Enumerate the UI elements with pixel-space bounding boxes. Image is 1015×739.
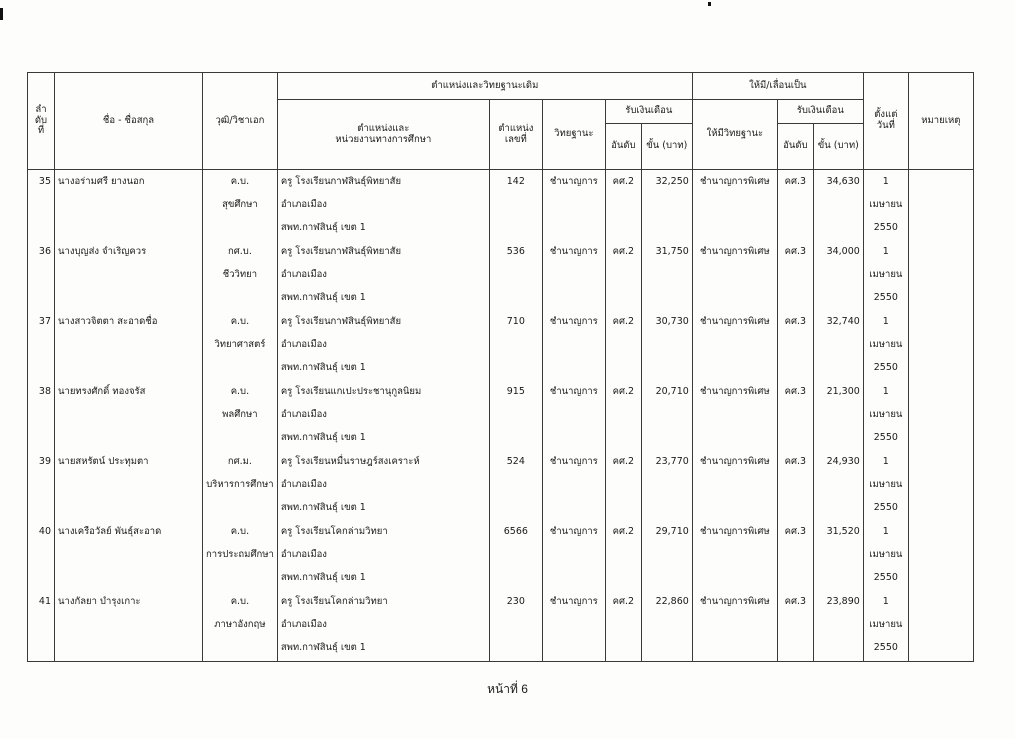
- degree: บริหารการศึกษา: [206, 478, 274, 490]
- remark-cell: [908, 310, 973, 380]
- new-salary-step: 24,930: [826, 455, 860, 467]
- row-number: 39: [38, 455, 51, 467]
- degree: พลศึกษา: [222, 408, 258, 420]
- new-salary-rank-cell: [777, 590, 813, 662]
- salary-rank: คศ.2: [612, 385, 635, 397]
- salary-step: 20,710: [655, 385, 689, 397]
- position-number: 536: [506, 245, 525, 257]
- salary-step-cell: [641, 520, 692, 590]
- effective-date-cell: [863, 590, 908, 662]
- row-number-cell: [28, 450, 55, 520]
- degree: กศ.บ.: [227, 245, 252, 257]
- person-name: นายทรงศักดิ์ ทองจรัส: [58, 385, 146, 397]
- salary-step-cell: [641, 450, 692, 520]
- position-number: 915: [506, 385, 525, 397]
- position-unit: ครู โรงเรียนแกเปะประชานุกูลนิยม: [280, 385, 422, 397]
- row-number: 35: [38, 176, 51, 187]
- col-academic-header: วิทยฐานะ: [542, 100, 605, 170]
- new-salary-step: 23,890: [826, 595, 860, 607]
- col-position-header: ตำแหน่งและ หน่วยงานทางการศึกษา: [277, 100, 489, 170]
- scan-mark-top: [708, 2, 711, 6]
- effective-date: 1: [882, 525, 889, 537]
- position-unit: ครู โรงเรียนกาฬสินธุ์พิทยาสัย: [280, 176, 402, 187]
- academic-standing: ชำนาญการ: [549, 315, 598, 327]
- position-unit: สพท.กาฬสินธุ์ เขต 1: [280, 501, 366, 513]
- new-salary-step: 34,630: [826, 176, 860, 187]
- person-name-cell: [55, 380, 203, 450]
- salary-step-cell: [641, 590, 692, 662]
- salary-rank: คศ.2: [612, 525, 635, 537]
- position-number-cell: [489, 380, 542, 450]
- salary-rank: คศ.2: [612, 455, 635, 467]
- degree-cell: [203, 380, 278, 450]
- col-effective-header: ตั้งแต่ วันที่: [863, 73, 908, 170]
- effective-date: 2550: [873, 361, 898, 373]
- effective-date: เมษายน: [869, 478, 903, 490]
- table-row: [28, 590, 974, 662]
- row-number-cell: [28, 310, 55, 380]
- person-name-cell: [55, 590, 203, 662]
- degree: กศ.ม.: [227, 455, 252, 467]
- effective-date: เมษายน: [869, 268, 903, 280]
- position-number-cell: [489, 170, 542, 240]
- position-number-cell: [489, 310, 542, 380]
- position-unit-cell: [277, 380, 489, 450]
- degree-cell: [203, 450, 278, 520]
- position-unit: สพท.กาฬสินธุ์ เขต 1: [280, 222, 366, 233]
- position-unit-cell: [277, 520, 489, 590]
- position-unit: สพท.กาฬสินธุ์ เขต 1: [280, 641, 366, 653]
- position-unit: อำเภอเมือง: [280, 478, 327, 490]
- salary-rank-cell: [605, 450, 641, 520]
- effective-date: 2550: [873, 291, 898, 303]
- salary-step: 30,730: [655, 315, 689, 327]
- academic-standing-cell: [542, 170, 605, 240]
- position-number-cell: [489, 590, 542, 662]
- remark-cell: [908, 240, 973, 310]
- salary-rank: คศ.2: [612, 176, 635, 187]
- new-salary-rank: คศ.3: [784, 315, 807, 327]
- new-salary-step-cell: [813, 590, 863, 662]
- new-salary-step-cell: [813, 310, 863, 380]
- position-unit-cell: [277, 590, 489, 662]
- remark-cell: [908, 590, 973, 662]
- new-salary-rank: คศ.3: [784, 245, 807, 257]
- col-no-header: ลำ ดับ ที่: [28, 73, 55, 170]
- academic-standing-cell: [542, 590, 605, 662]
- col-degree-header: วุฒิ/วิชาเอก: [203, 73, 278, 170]
- position-number: 142: [506, 176, 525, 187]
- person-name: นางกัลยา บำรุงเกาะ: [58, 595, 141, 607]
- effective-date: เมษายน: [869, 338, 903, 350]
- new-salary-rank: คศ.3: [784, 455, 807, 467]
- new-salary-step-cell: [813, 450, 863, 520]
- new-salary-rank: คศ.3: [784, 525, 807, 537]
- position-unit: อำเภอเมือง: [280, 618, 327, 630]
- new-salary-rank-cell: [777, 450, 813, 520]
- col-new-academic-header: ให้มีวิทยฐานะ: [692, 100, 777, 170]
- salary-step-cell: [641, 170, 692, 240]
- academic-standing: ชำนาญการ: [549, 525, 598, 537]
- remark-cell: [908, 380, 973, 450]
- position-unit: ครู โรงเรียนโคกล่ามวิทยา: [280, 595, 388, 607]
- salary-step: 32,250: [655, 176, 689, 187]
- new-position-group-header: ให้มี/เลื่อนเป็น: [692, 73, 863, 100]
- promotion-table: [27, 72, 974, 662]
- position-unit: ครู โรงเรียนหมื่นราษฎร์สงเคราะห์: [280, 455, 420, 467]
- new-salary-rank: คศ.3: [784, 385, 807, 397]
- new-salary-step: 31,520: [826, 525, 860, 537]
- row-number-cell: [28, 590, 55, 662]
- degree: ค.บ.: [230, 385, 250, 397]
- table-body: [28, 170, 974, 662]
- person-name-cell: [55, 310, 203, 380]
- effective-date: 1: [882, 595, 889, 607]
- row-number: 36: [38, 245, 51, 257]
- degree-cell: [203, 240, 278, 310]
- scan-mark-left: [0, 8, 3, 20]
- new-salary-step: 32,740: [826, 315, 860, 327]
- position-unit: อำเภอเมือง: [280, 548, 327, 560]
- table-row: [28, 520, 974, 590]
- academic-standing: ชำนาญการ: [549, 385, 598, 397]
- table-row: [28, 170, 974, 240]
- academic-standing-cell: [542, 310, 605, 380]
- effective-date: 2550: [873, 641, 898, 653]
- effective-date-cell: [863, 170, 908, 240]
- effective-date: เมษายน: [869, 618, 903, 630]
- table-row: [28, 310, 974, 380]
- new-academic-standing-cell: [692, 240, 777, 310]
- effective-date-cell: [863, 520, 908, 590]
- salary-rank: คศ.2: [612, 245, 635, 257]
- position-unit: อำเภอเมือง: [280, 408, 327, 420]
- col-new-step-header: ขั้น (บาท): [813, 124, 863, 170]
- col-remark-header: หมายเหตุ: [908, 73, 973, 170]
- effective-date: เมษายน: [869, 548, 903, 560]
- row-number: 41: [38, 595, 51, 607]
- new-academic-standing: ชำนาญการพิเศษ: [699, 525, 770, 537]
- new-academic-standing: ชำนาญการพิเศษ: [699, 315, 770, 327]
- salary-step: 23,770: [655, 455, 689, 467]
- degree-cell: [203, 170, 278, 240]
- position-number: 524: [506, 455, 525, 467]
- new-academic-standing: ชำนาญการพิเศษ: [699, 595, 770, 607]
- new-academic-standing-cell: [692, 310, 777, 380]
- position-unit-cell: [277, 450, 489, 520]
- table-row: [28, 380, 974, 450]
- new-academic-standing: ชำนาญการพิเศษ: [699, 385, 770, 397]
- new-salary-rank-cell: [777, 310, 813, 380]
- effective-date-cell: [863, 310, 908, 380]
- position-unit: ครู โรงเรียนโคกล่ามวิทยา: [280, 525, 388, 537]
- salary-rank-cell: [605, 380, 641, 450]
- new-salary-rank-cell: [777, 520, 813, 590]
- degree: ค.บ.: [230, 595, 250, 607]
- salary-rank-cell: [605, 310, 641, 380]
- academic-standing-cell: [542, 520, 605, 590]
- academic-standing: ชำนาญการ: [549, 176, 598, 187]
- academic-standing-cell: [542, 450, 605, 520]
- effective-date-cell: [863, 450, 908, 520]
- position-unit: สพท.กาฬสินธุ์ เขต 1: [280, 291, 366, 303]
- person-name-cell: [55, 450, 203, 520]
- degree: วิทยาศาสตร์: [214, 338, 266, 350]
- person-name-cell: [55, 170, 203, 240]
- academic-standing: ชำนาญการ: [549, 245, 598, 257]
- new-salary-step-cell: [813, 520, 863, 590]
- effective-date: 2550: [873, 431, 898, 443]
- salary-step: 29,710: [655, 525, 689, 537]
- position-unit-cell: [277, 170, 489, 240]
- degree: ค.บ.: [230, 176, 250, 187]
- new-salary-step: 34,000: [826, 245, 860, 257]
- position-unit: ครู โรงเรียนกาฬสินธุ์พิทยาสัย: [280, 245, 402, 257]
- position-number-cell: [489, 450, 542, 520]
- new-academic-standing-cell: [692, 520, 777, 590]
- effective-date: 2550: [873, 501, 898, 513]
- row-number-cell: [28, 240, 55, 310]
- salary-rank: คศ.2: [612, 595, 635, 607]
- new-salary-rank: คศ.3: [784, 595, 807, 607]
- new-salary-group-header: รับเงินเดือน: [777, 100, 863, 124]
- old-position-group-header: ตำแหน่งและวิทยฐานะเดิม: [277, 73, 692, 100]
- person-name-cell: [55, 240, 203, 310]
- table-row: [28, 450, 974, 520]
- row-number-cell: [28, 520, 55, 590]
- col-name-header: ชื่อ - ชื่อสกุล: [55, 73, 203, 170]
- position-unit: อำเภอเมือง: [280, 338, 327, 350]
- page-number: หน้าที่ 6: [487, 682, 528, 696]
- position-number: 710: [506, 315, 525, 327]
- effective-date-cell: [863, 380, 908, 450]
- new-salary-rank-cell: [777, 170, 813, 240]
- new-academic-standing: ชำนาญการพิเศษ: [699, 245, 770, 257]
- new-salary-rank-cell: [777, 380, 813, 450]
- person-name-cell: [55, 520, 203, 590]
- row-number: 38: [38, 385, 51, 397]
- new-academic-standing: ชำนาญการพิเศษ: [699, 455, 770, 467]
- degree: ภาษาอังกฤษ: [214, 618, 266, 630]
- row-number-cell: [28, 170, 55, 240]
- new-salary-step-cell: [813, 170, 863, 240]
- row-number: 37: [38, 315, 51, 327]
- new-salary-step-cell: [813, 240, 863, 310]
- degree: สุขศึกษา: [222, 199, 258, 210]
- degree: ชีววิทยา: [222, 268, 258, 280]
- old-salary-group-header: รับเงินเดือน: [605, 100, 692, 124]
- effective-date-cell: [863, 240, 908, 310]
- degree: การประถมศึกษา: [206, 548, 274, 560]
- remark-cell: [908, 170, 973, 240]
- position-unit-cell: [277, 310, 489, 380]
- position-number: 230: [506, 595, 525, 607]
- salary-rank-cell: [605, 240, 641, 310]
- person-name: นางสาวจิตตา สะอาดชื่อ: [58, 315, 158, 327]
- position-unit-cell: [277, 240, 489, 310]
- degree: ค.บ.: [230, 315, 250, 327]
- position-unit: ครู โรงเรียนกาฬสินธุ์พิทยาสัย: [280, 315, 402, 327]
- salary-step-cell: [641, 310, 692, 380]
- new-academic-standing-cell: [692, 590, 777, 662]
- academic-standing-cell: [542, 240, 605, 310]
- position-unit: สพท.กาฬสินธุ์ เขต 1: [280, 571, 366, 583]
- position-unit: อำเภอเมือง: [280, 199, 327, 210]
- salary-step: 31,750: [655, 245, 689, 257]
- salary-step-cell: [641, 240, 692, 310]
- person-name: นางอร่ามศรี ยางนอก: [58, 176, 145, 187]
- table-row: [28, 240, 974, 310]
- salary-step-cell: [641, 380, 692, 450]
- col-position-no-header: ตำแหน่ง เลขที่: [489, 100, 542, 170]
- col-rank-header: อันดับ: [605, 124, 641, 170]
- new-salary-step-cell: [813, 380, 863, 450]
- position-unit: อำเภอเมือง: [280, 268, 327, 280]
- degree-cell: [203, 520, 278, 590]
- position-unit: สพท.กาฬสินธุ์ เขต 1: [280, 431, 366, 443]
- academic-standing: ชำนาญการ: [549, 455, 598, 467]
- salary-step: 22,860: [655, 595, 689, 607]
- row-number-cell: [28, 380, 55, 450]
- remark-cell: [908, 450, 973, 520]
- col-new-rank-header: อันดับ: [777, 124, 813, 170]
- new-salary-step: 21,300: [826, 385, 860, 397]
- effective-date: 1: [882, 455, 889, 467]
- academic-standing-cell: [542, 380, 605, 450]
- effective-date: 1: [882, 385, 889, 397]
- salary-rank-cell: [605, 170, 641, 240]
- person-name: นางบุญส่ง จำเริญควร: [58, 245, 147, 257]
- salary-rank-cell: [605, 520, 641, 590]
- position-number: 6566: [503, 525, 528, 537]
- person-name: นางเครือวัลย์ พันธุ์สะอาด: [58, 525, 162, 537]
- new-academic-standing-cell: [692, 450, 777, 520]
- col-step-header: ขั้น (บาท): [641, 124, 692, 170]
- remark-cell: [908, 520, 973, 590]
- new-salary-rank: คศ.3: [784, 176, 807, 187]
- position-unit: สพท.กาฬสินธุ์ เขต 1: [280, 361, 366, 373]
- effective-date: เมษายน: [869, 199, 903, 210]
- salary-rank-cell: [605, 590, 641, 662]
- academic-standing: ชำนาญการ: [549, 595, 598, 607]
- new-academic-standing: ชำนาญการพิเศษ: [699, 176, 770, 187]
- effective-date: 2550: [873, 222, 898, 233]
- table-header: [28, 73, 974, 170]
- effective-date: เมษายน: [869, 408, 903, 420]
- degree-cell: [203, 310, 278, 380]
- effective-date: 1: [882, 245, 889, 257]
- salary-rank: คศ.2: [612, 315, 635, 327]
- degree: ค.บ.: [230, 525, 250, 537]
- effective-date: 2550: [873, 571, 898, 583]
- new-salary-rank-cell: [777, 240, 813, 310]
- row-number: 40: [38, 525, 51, 537]
- effective-date: 1: [882, 176, 889, 187]
- degree-cell: [203, 590, 278, 662]
- new-academic-standing-cell: [692, 380, 777, 450]
- effective-date: 1: [882, 315, 889, 327]
- person-name: นายสหรัตน์ ประทุมตา: [58, 455, 149, 467]
- position-number-cell: [489, 240, 542, 310]
- position-number-cell: [489, 520, 542, 590]
- new-academic-standing-cell: [692, 170, 777, 240]
